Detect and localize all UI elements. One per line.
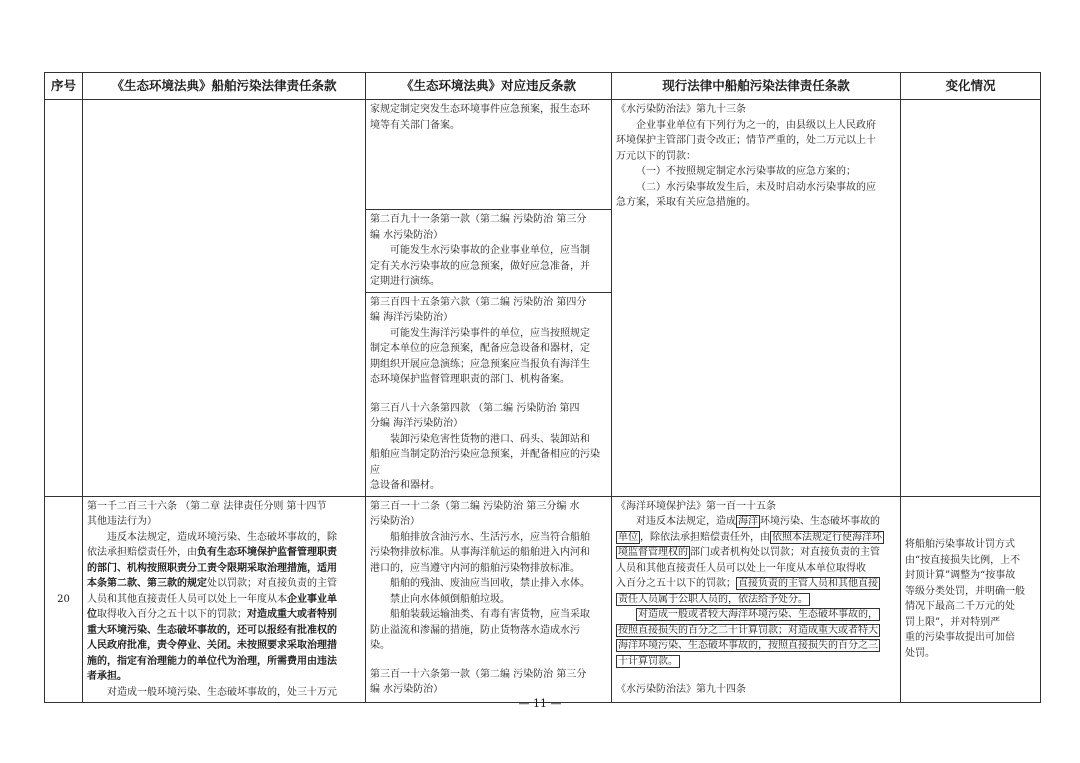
boxed-text: 对造成一般或者较大海洋环境污染、生态破坏事故的，	[638, 609, 878, 620]
violation-clause-cell	[366, 100, 612, 210]
text-line: 单位 ，除依法承担赔偿责任外，由 依照本法规定行使海洋环	[618, 531, 882, 543]
boxed-text: 按照直接损失的百分之二十计算罚款；对造成重大或者特大	[618, 624, 878, 636]
list-item: （一）不按照规定制定水污染事故的应急方案的；	[636, 166, 856, 177]
text-line: 情况下最高二千万元的处	[905, 601, 1015, 613]
clause-title: 第二百九十一条第一款（第二编 污染防治 第三分	[370, 214, 587, 225]
text-line: 对造成一般环境污染、生态破坏事故的，处三十万元	[107, 686, 337, 698]
boxed-text: 十计算罚款。	[618, 655, 678, 667]
seq-number: 20	[45, 496, 83, 703]
law-title: 《水污染防治法》第九十三条	[616, 104, 746, 115]
text-line: 制定本单位的应急预案，配备应急设备和器材，定	[370, 343, 590, 354]
boxed-text: 境监督管理权的	[618, 547, 688, 558]
changes-cell	[901, 496, 1041, 703]
text-line: 船舶排放含油污水、生活污水，应当符合船舶	[390, 531, 590, 543]
code-clause-cell	[83, 496, 366, 703]
text-line: 位取得收入百分之五十以下的罚款；对造成重大或者特别	[87, 609, 337, 620]
law-title: 《海洋环境保护法》第一百一十五条	[616, 500, 776, 512]
table-row	[45, 496, 1041, 703]
text-line: 急设备和器材。	[370, 480, 440, 491]
text-line: 船舶应当制定防治污染应急预案，并配备相应的污染应	[370, 449, 600, 476]
text-line: 处罚。	[905, 647, 935, 659]
header-current-law: 现行法律中船舶污染法律责任条款	[612, 73, 901, 100]
changes-cell	[901, 100, 1041, 497]
text-line: 者承担。	[87, 671, 127, 682]
text-line: 万元以下的罚款：	[616, 150, 696, 162]
text-line: 禁止向水体倾倒船舶垃圾。	[390, 593, 510, 605]
header-changes: 变化情况	[901, 73, 1041, 100]
text-line: 人员和其他直接责任人员可以处上一年度从本企业事业单	[87, 593, 337, 605]
boxed-text: 责任人员属于公职人员的，依法给予处分。	[618, 593, 808, 605]
code-clause-cell	[83, 100, 366, 497]
text-line: 环境保护主管部门责令改正；情节严重的，处二万元以上十	[616, 135, 876, 146]
text-line: 定期进行演练。	[370, 276, 440, 287]
table-row	[45, 100, 1041, 210]
text-line: 由“按直接损失比例，上不	[905, 554, 1021, 566]
text-line: 防止溢流和渗漏的措施，防止货物落水造成水污	[370, 624, 580, 636]
text-line: 企业事业单位有下列行为之一的，由县级以上人民政府	[636, 119, 876, 131]
text-line: 可能发生海洋污染事件的单位，应当按照规定	[390, 327, 590, 339]
text-line	[616, 638, 896, 654]
clause-title: 编 水污染防治）	[370, 684, 444, 695]
text-line: 将船舶污染事故计罚方式	[905, 539, 1015, 551]
text-line: 船舶的残油、废油应当回收，禁止排入水体。	[390, 578, 590, 589]
text-line: 重的污染事故提出可加倍	[905, 632, 1015, 644]
violation-clause-cell	[366, 210, 612, 293]
clause-title: 第三百一十二条（第二编 污染防治 第三分编 水	[370, 500, 580, 512]
current-law-cell	[612, 100, 901, 497]
clause-title: 第三百八十六条第四款 （第二编 污染防治 第四	[370, 402, 580, 414]
text-line: 定有关水污染事故的应急预案，做好应急准备，并	[370, 260, 590, 272]
header-code-clause: 《生态环境法典》船舶污染法律责任条款	[83, 73, 366, 100]
text-line: 急方案，采取有关应急措施的。	[616, 197, 756, 208]
text-line: 装卸污染危害性货物的港口、码头、装卸站和	[390, 433, 590, 445]
text-line: 等级分类处罚，并明确一般	[905, 585, 1025, 597]
text-line	[616, 607, 896, 623]
text-line: 施的，指定有治理能力的单位代为治理，所需费用由违法	[87, 655, 337, 667]
text-line: 入百分之五十以下的罚款； 直接负责的主管人员和其他直接	[616, 578, 878, 589]
clause-title: 第三百四十五条第六款（第二编 污染防治 第四分	[370, 296, 587, 308]
text-line: 港口的，应当遵守内河的船舶污染物排放标准。	[370, 562, 580, 574]
boxed-text: 单位	[618, 531, 638, 543]
text-line: 封顶计算”调整为“按事故	[905, 570, 1016, 582]
clause-title: 第三百一十六条第一款（第二编 污染防治 第三分	[370, 668, 587, 680]
text-line	[616, 623, 896, 639]
text-line: 期组织开展应急演练；应急预案应当报负有海洋生	[370, 358, 590, 370]
text-line: 可能发生水污染事故的企业事业单位，应当制	[390, 245, 590, 256]
text-line: 的部门、机构按照职责分工责令限期采取治理措施，适用	[87, 562, 337, 574]
header-seq: 序号	[45, 73, 83, 100]
current-law-cell	[612, 496, 901, 703]
text-line: 违反本法规定，造成环境污染、生态破坏事故的，除	[107, 531, 337, 543]
boxed-text: 海洋环境污染、生态破坏事故的，按照直接损失的百分之三	[618, 640, 878, 651]
boxed-text: 海洋	[738, 516, 758, 527]
text-line: 对违反本法规定，造成 海洋 环境污染、生态破坏事故的	[636, 516, 880, 527]
boxed-text: 依照本法规定行使海洋环	[772, 531, 882, 543]
text-line: 重大环境污染、生态破坏事故的，还可以报经有批准权的	[87, 624, 337, 636]
violation-clause-cell	[366, 496, 612, 703]
text-line: 染。	[370, 640, 390, 651]
header-violation-clause: 《生态环境法典》对应违反条款	[366, 73, 612, 100]
text-line	[616, 654, 896, 670]
clause-title: 分编 海洋污染防治）	[370, 418, 464, 429]
text-line: 污染物排放标准。从事海洋航运的船舶进入内河和	[370, 547, 590, 558]
text-line	[616, 592, 896, 608]
text-line: 罚上限”，并对特别严	[905, 616, 1001, 628]
text-line: 依法承担赔偿责任外，由负有生态环境保护监督管理职责	[87, 547, 337, 558]
seq-cell	[45, 100, 83, 497]
list-item: （二）水污染事故发生后，未及时启动水污染事故的应	[636, 181, 876, 193]
clause-title: 第一千二百三十六条 （第二章 法律责任分则 第十四节	[87, 500, 327, 512]
text-line: 本条第二款、第三款的规定处以罚款；对直接负责的主管	[87, 578, 337, 589]
page-number: — 11 —	[518, 697, 562, 710]
clause-title: 污染防治）	[370, 516, 420, 527]
clause-title: 编 水污染防治）	[370, 229, 444, 241]
text-line: 态环境保护监督管理职责的部门、机构备案。	[370, 374, 570, 385]
boxed-text: 直接负责的主管人员和其他直接	[738, 578, 878, 589]
law-title: 《水污染防治法》第九十四条	[616, 684, 746, 695]
text-line: 人员和其他直接责任人员可以处上一年度从本单位取得收	[616, 562, 866, 574]
clause-title: 其他违法行为）	[87, 516, 157, 527]
text-line: 人民政府批准，责令停业、关闭。未按照要求采取治理措	[87, 640, 337, 651]
text-line: 船舶装载运输油类、有毒有害货物，应当采取	[390, 609, 590, 620]
text-line: 家规定制定突发生态环境事件应急预案，报生态环	[370, 104, 590, 115]
violation-clause-cell	[366, 292, 612, 496]
header-row	[45, 73, 1041, 100]
clause-title: 编 海洋污染防治）	[370, 312, 454, 323]
comparison-table	[44, 72, 1041, 703]
text-line: 境等有关部门备案。	[370, 119, 460, 131]
text-line: 境监督管理权的 部门或者机构处以罚款；对直接负责的主管	[618, 547, 880, 558]
